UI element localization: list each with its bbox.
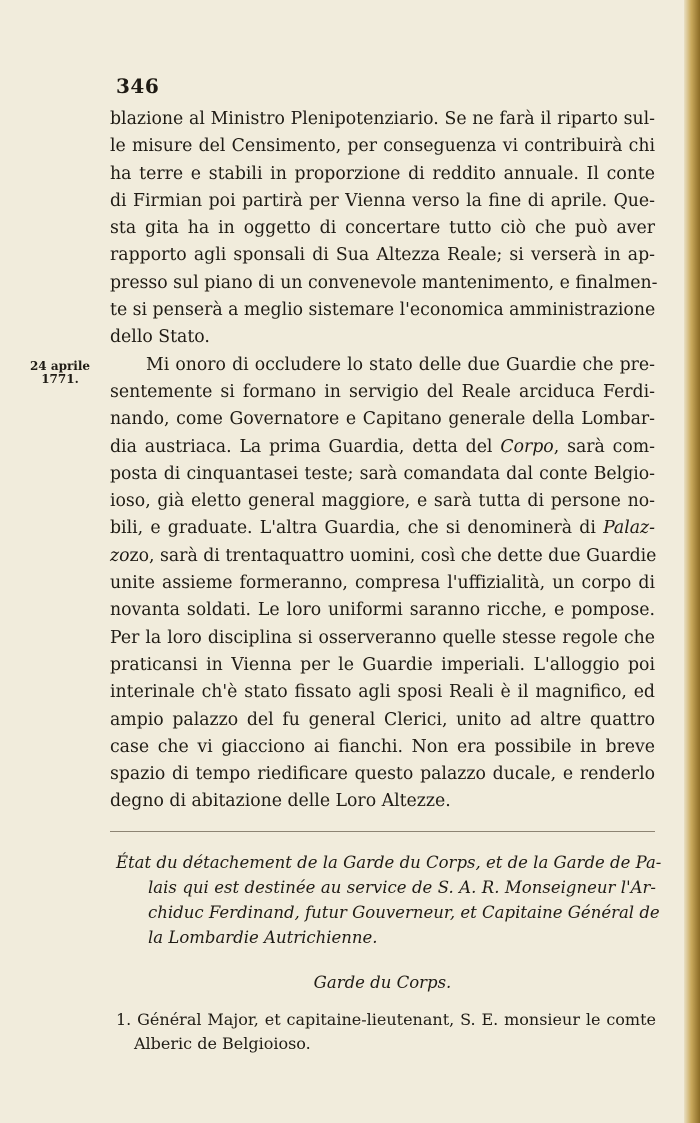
text-run: , sarà com- xyxy=(553,436,655,457)
text-line: sta gita ha in oggetto di concertare tutto ciò che può aver xyxy=(110,218,655,239)
margin-date-note xyxy=(20,360,100,386)
page-number: 346 xyxy=(116,74,160,98)
margin-date-year: 1771. xyxy=(41,372,79,386)
italic-word-palaz: Palaz- xyxy=(603,518,655,539)
section-divider xyxy=(110,831,655,832)
text-line: ha terre e stabili in proporzione di reddito annuale. Il conte xyxy=(110,163,655,184)
text-line: te si penserà a meglio sistemare l'economica amministrazione xyxy=(110,300,656,321)
text-line: Mi onoro di occludere lo stato delle due Guardie che pre- xyxy=(146,354,655,375)
entry-line: 1. Général Major, et capitaine-lieutenant, S. E. monsieur le comte xyxy=(116,1010,656,1029)
text-line: posta di cinquantasei teste; sarà comandata dal conte Belgio- xyxy=(110,463,655,484)
heading-line: lais qui est destinée au service de S. A. R. Monseigneur l'Ar- xyxy=(148,878,656,897)
heading-line: État du détachement de la Garde du Corps, et de la Garde de Pa- xyxy=(116,853,662,872)
text-line: presso sul piano di un convenevole mantenimento, e finalmen- xyxy=(110,272,658,293)
text-line: di Firmian poi partirà per Vienna verso la fine di aprile. Que- xyxy=(110,190,655,211)
text-line: Per la loro disciplina si osserveranno quelle stesse regole che xyxy=(110,627,655,648)
text-line: le misure del Censimento, per conseguenza vi contribuirà chi xyxy=(110,136,655,157)
text-line xyxy=(110,434,655,461)
margin-date-day: 24 aprile xyxy=(29,359,91,373)
main-text xyxy=(110,106,658,816)
heading-line: chiduc Ferdinand, futur Gouverneur, et Capitaine Général de xyxy=(148,903,660,922)
entry-line: Alberic de Belgioioso. xyxy=(134,1034,311,1053)
text-line: nando, come Governatore e Capitano generale della Lombar- xyxy=(110,409,655,430)
state-heading xyxy=(116,850,662,950)
text-line: spazio di tempo riedificare questo palazzo ducale, e renderlo xyxy=(110,764,655,785)
text-line: dello Stato. xyxy=(110,327,210,348)
section-title: Garde du Corps. xyxy=(313,973,452,992)
text-line: degno di abitazione delle Loro Altezze. xyxy=(110,791,451,812)
text-line: novanta soldati. Le loro uniformi saranno ricche, e pompose. xyxy=(110,600,655,621)
text-line: praticansi in Vienna per le Guardie imperiali. L'alloggio poi xyxy=(110,654,655,675)
text-line: ampio palazzo del fu general Clerici, unito ad altre quattro xyxy=(110,709,655,730)
text-line: unite assieme formeranno, compresa l'uffizialità, un corpo di xyxy=(110,573,655,594)
text-line: interinale ch'è stato fissato agli sposi Reali è il magnifico, ed xyxy=(110,682,655,703)
text-line: ioso, già eletto general maggiore, e sarà tutta di persone no- xyxy=(110,491,655,512)
italic-word-corpo: Corpo xyxy=(500,436,554,457)
italic-word-zo: zo xyxy=(110,545,130,566)
text-run: dia austriaca. La prima Guardia, detta del xyxy=(110,436,501,457)
text-line xyxy=(110,543,655,570)
heading-line: la Lombardie Autrichienne. xyxy=(148,928,378,947)
text-line: case che vi giacciono ai fianchi. Non era possibile in breve xyxy=(110,736,655,757)
roster-entry xyxy=(116,1008,656,1056)
page-edge xyxy=(684,0,700,1123)
text-line: blazione al Ministro Plenipotenziario. Se ne farà il riparto sul- xyxy=(110,109,655,129)
text-line xyxy=(110,515,655,542)
text-line: sentemente si formano in servigio del Reale arciduca Ferdi- xyxy=(110,381,655,402)
text-line: rapporto agli sponsali di Sua Altezza Reale; si verserà in ap- xyxy=(110,245,655,266)
text-run: bili, e graduate. L'altra Guardia, che si denominerà di xyxy=(110,518,604,539)
text-run: zo, sarà di trentaquattro uomini, così che dette due Guardie xyxy=(129,545,657,566)
